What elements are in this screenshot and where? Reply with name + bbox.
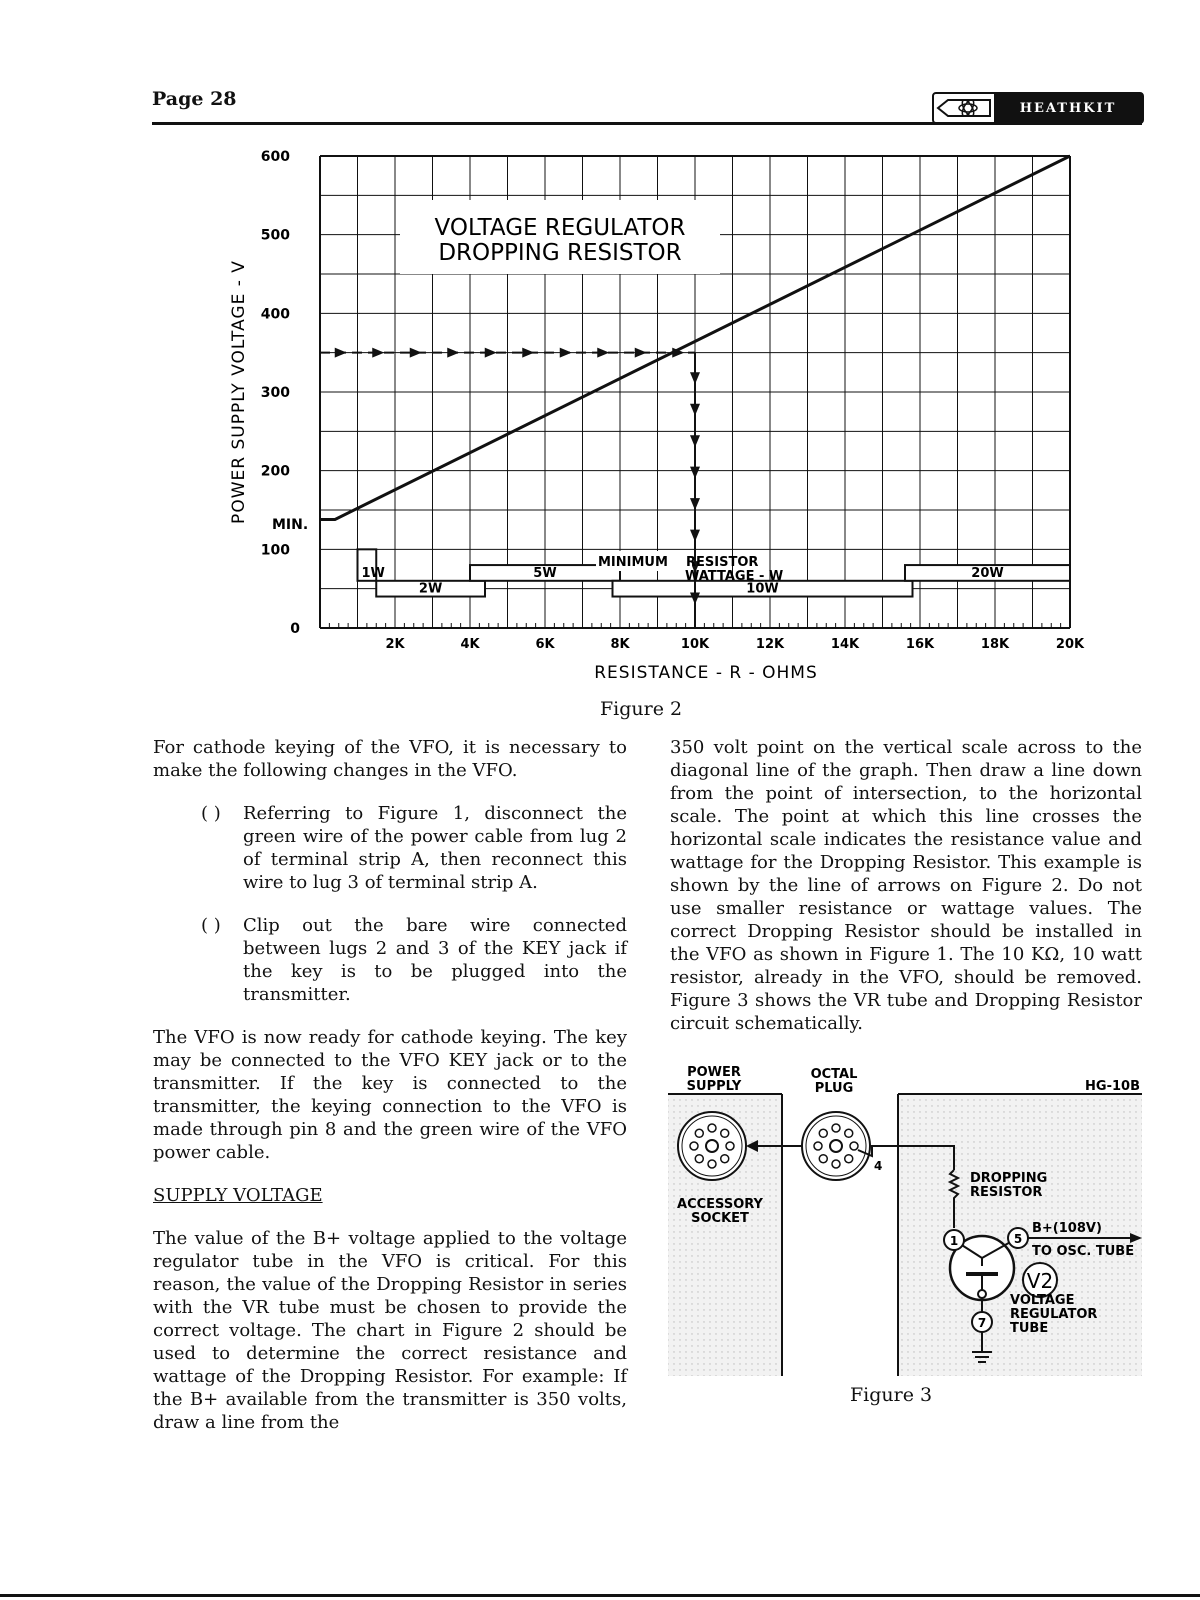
y-tick-label: 200 xyxy=(260,463,290,480)
x-tick-label: 20K xyxy=(1055,637,1085,652)
y-tick-label: 400 xyxy=(260,306,290,323)
step-2-text: Clip out the bare wire connected between lugs 2 and 3 of the KEY jack if the key is to be plugged into the transmitter. xyxy=(243,915,627,1005)
arrow-down-icon xyxy=(690,530,700,542)
arrow-right-icon xyxy=(597,348,609,358)
bplus-label: B+(108V) xyxy=(1032,1221,1102,1236)
pin-1-label: 1 xyxy=(949,1234,959,1248)
left-column xyxy=(153,736,627,1454)
x-tick-label: 8K xyxy=(610,637,630,652)
power-supply-label-2: SUPPLY xyxy=(686,1079,742,1094)
arrow-down-icon xyxy=(690,593,700,605)
figure-3-schematic xyxy=(660,1050,1150,1395)
page-number: Page 28 xyxy=(152,88,237,110)
arrow-down-icon xyxy=(690,498,700,510)
supply-voltage-paragraph: The value of the B+ voltage applied to the voltage regulator tube in the VFO is critical. For this reason, the value of the Dropping Resistor in series with the VR tube must be chosen to provide the correct voltage. The chart in Figure 2 should be used to determine the correct resistance and wattage of the Dropping Resistor. For example: If the B+ available from the transmitter is 350 volts, draw a line from the xyxy=(153,1228,627,1433)
checklist-step-1 xyxy=(201,802,627,894)
octal-plug-label-1: OCTAL xyxy=(810,1067,858,1082)
heathkit-logo xyxy=(932,92,1144,124)
pin-7-label: 7 xyxy=(977,1316,987,1330)
checkbox[interactable]: ( ) xyxy=(201,915,221,936)
wattage-band-label: 1W xyxy=(361,565,385,581)
atom-icon xyxy=(934,94,994,122)
y-tick-label: 500 xyxy=(260,227,290,244)
model-label: HG-10B xyxy=(1085,1079,1140,1094)
x-tick-label: 4K xyxy=(460,637,480,652)
arrow-right-icon xyxy=(447,348,459,358)
wattage-annotation-3: WATTAGE - W xyxy=(685,569,784,584)
arrow-down-icon xyxy=(690,467,700,479)
y-tick-label: 100 xyxy=(260,542,290,559)
figure-3-caption: Figure 3 xyxy=(850,1384,933,1406)
pin-4-label: 4 xyxy=(874,1159,883,1173)
wattage-annotation-2: RESISTOR xyxy=(686,555,759,570)
wattage-annotation-1: MINIMUM xyxy=(598,555,668,570)
arrow-right-icon xyxy=(410,348,422,358)
arrow-right-icon xyxy=(485,348,497,358)
accessory-socket-icon xyxy=(678,1112,746,1180)
header-rule xyxy=(152,122,1142,125)
x-tick-label: 12K xyxy=(755,637,785,652)
y-tick-label: 300 xyxy=(260,385,290,401)
x-tick-label: 18K xyxy=(980,637,1010,652)
dropping-label-2: RESISTOR xyxy=(970,1185,1043,1200)
x-tick-label: 2K xyxy=(385,637,405,652)
x-tick-label: 6K xyxy=(535,637,555,652)
wattage-band-label: 10W xyxy=(746,581,779,597)
arrow-right-icon xyxy=(335,348,347,358)
wattage-band-label: 5W xyxy=(533,565,557,581)
continued-paragraph: 350 volt point on the vertical scale across to the diagonal line of the graph. Then draw a line down from the point of intersection, to the horizontal scale. The point at which this line crosses the horizontal scale indicates the resistance value and wattage for the Dropping Resistor. This example is shown by the line of arrows on Figure 2. Do not use smaller resistance or wattage values. The correct Dropping Resistor should be installed in the VFO as shown in Figure 1. The 10 KΩ, 10 watt resistor, already in the VFO, should be removed. Figure 3 shows the VR tube and Dropping Resistor circuit schematically. xyxy=(670,737,1142,1034)
y-min-label: MIN. xyxy=(272,517,309,533)
step-1-text: Referring to Figure 1, disconnect the green wire of the power cable from lug 2 of terminal strip A, then reconnect this wire to lug 3 of terminal strip A. xyxy=(243,803,627,893)
vr-label-1: VOLTAGE xyxy=(1010,1293,1075,1308)
figure-2-caption: Figure 2 xyxy=(600,698,683,720)
dropping-label-1: DROPPING xyxy=(970,1171,1048,1186)
arrow-down-icon xyxy=(690,404,700,416)
x-axis-label: RESISTANCE - R - OHMS xyxy=(594,663,818,683)
octal-plug-icon xyxy=(802,1112,870,1180)
x-tick-label: 14K xyxy=(830,637,860,652)
accessory-label-2: SOCKET xyxy=(691,1211,749,1226)
y-axis-label: POWER SUPPLY VOLTAGE - V xyxy=(229,260,249,524)
y-tick-label: 600 xyxy=(260,149,290,165)
section-heading: SUPPLY VOLTAGE xyxy=(153,1185,323,1206)
arrow-down-icon xyxy=(690,435,700,447)
octal-plug-label-2: PLUG xyxy=(814,1081,854,1096)
x-tick-label: 16K xyxy=(905,637,935,652)
wattage-band-label: 2W xyxy=(418,581,443,597)
x-tick-label: 10K xyxy=(680,637,710,652)
pin-5-label: 5 xyxy=(1013,1232,1023,1246)
arrow-right-icon xyxy=(635,348,647,358)
chart-title-line2: DROPPING RESISTOR xyxy=(438,240,682,266)
to-osc-label: TO OSC. TUBE xyxy=(1032,1244,1135,1259)
vr-label-2: REGULATOR xyxy=(1010,1307,1098,1322)
tube-id-label: V2 xyxy=(1026,1269,1054,1293)
figure-2-chart xyxy=(0,140,1200,720)
bottom-rule xyxy=(0,1594,1200,1597)
checkbox[interactable]: ( ) xyxy=(201,803,221,824)
power-supply-label-1: POWER xyxy=(687,1065,741,1080)
brand-name: HEATHKIT xyxy=(994,94,1142,122)
accessory-label-1: ACCESSORY xyxy=(677,1197,763,1212)
intro-paragraph: For cathode keying of the VFO, it is necessary to make the following changes in the VFO. xyxy=(153,737,627,781)
arrow-down-icon xyxy=(690,372,700,384)
right-column xyxy=(670,736,1142,1055)
chart-title-line1: VOLTAGE REGULATOR xyxy=(434,215,686,241)
arrow-right-icon xyxy=(522,348,534,358)
vr-label-3: TUBE xyxy=(1010,1321,1049,1336)
arrow-right-icon xyxy=(560,348,572,358)
checklist-step-2 xyxy=(201,914,627,1006)
arrow-right-icon xyxy=(372,348,384,358)
y-tick-label: 0 xyxy=(290,621,300,637)
wattage-band-label: 20W xyxy=(971,565,1004,581)
ready-paragraph: The VFO is now ready for cathode keying. The key may be connected to the VFO KEY jack or to the transmitter. If the key is connected to the transmitter, the keying connection to the VFO is made through pin 8 and the green wire of the VFO power cable. xyxy=(153,1027,627,1163)
